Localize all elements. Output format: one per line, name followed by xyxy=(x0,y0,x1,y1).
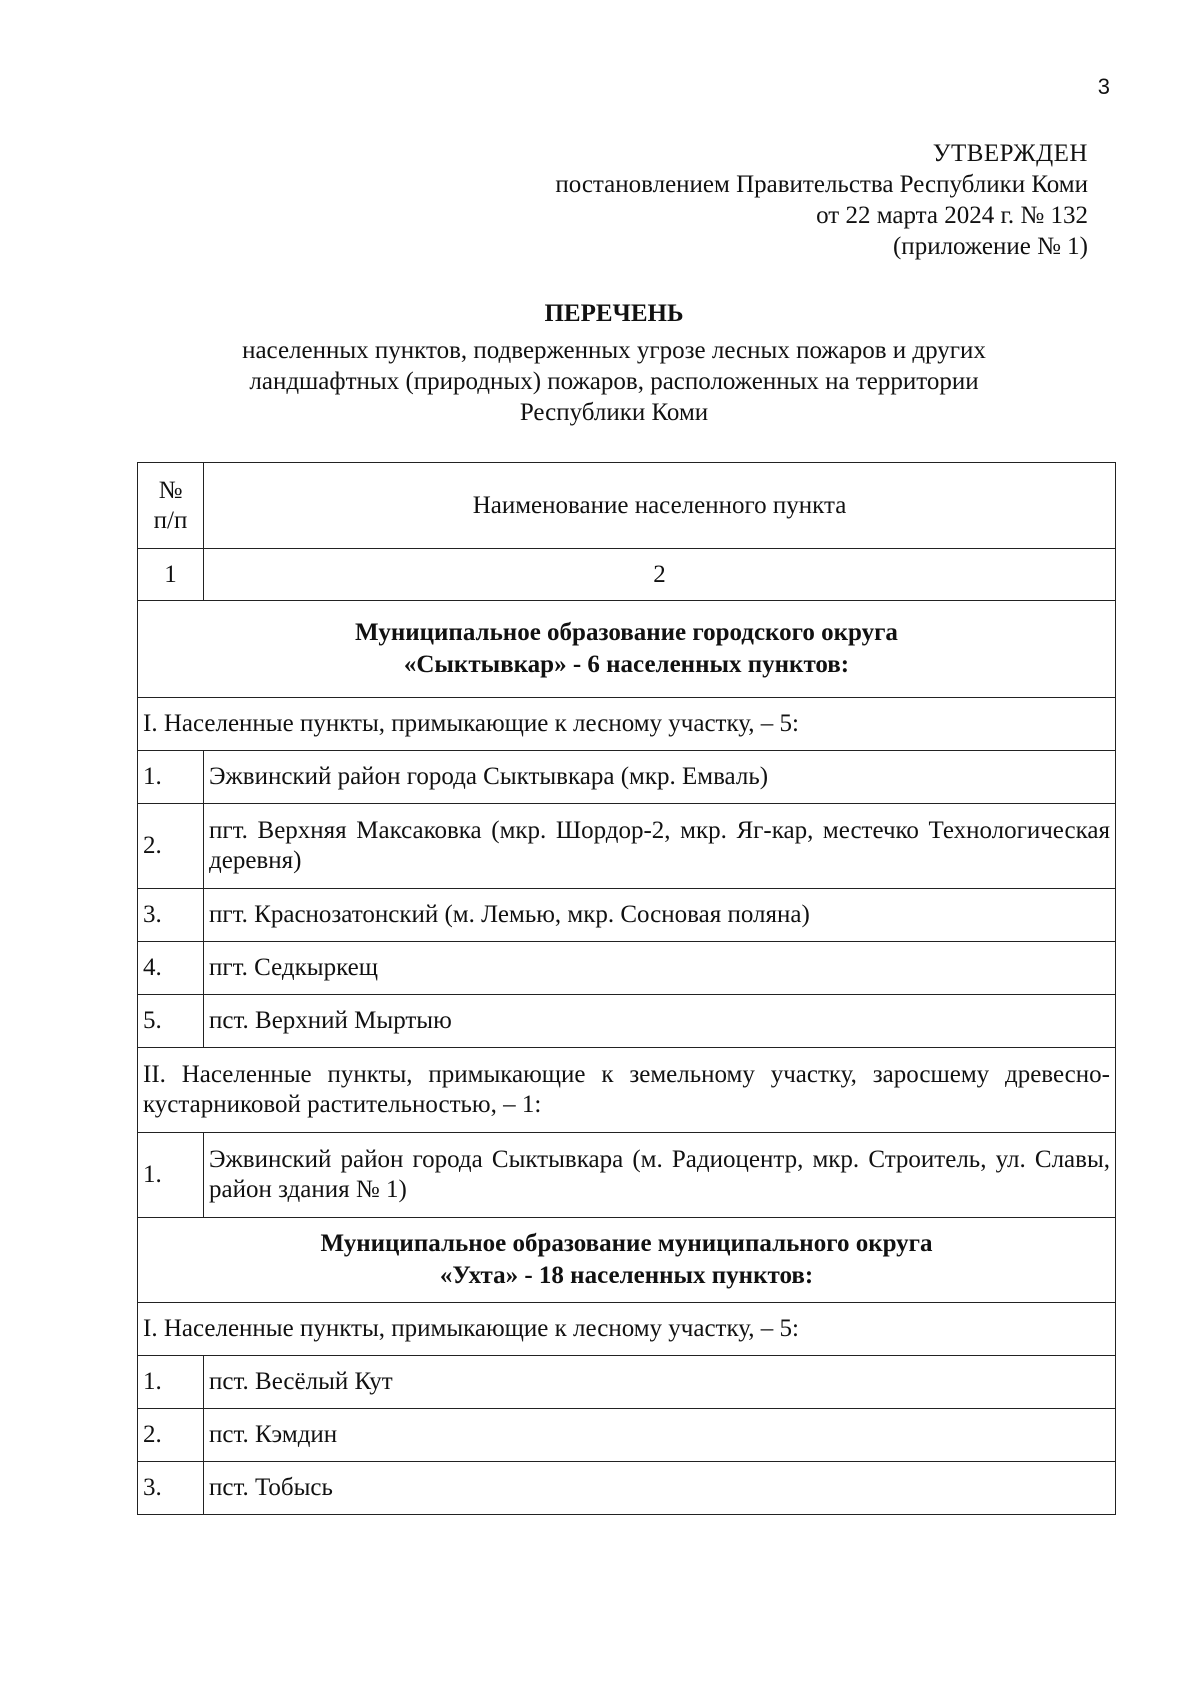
row-number: 5. xyxy=(138,995,204,1048)
approval-line-3: (приложение № 1) xyxy=(892,233,1088,260)
group-heading-row xyxy=(138,1303,1116,1356)
row-number: 2. xyxy=(138,1409,204,1462)
section-heading-ukhta xyxy=(138,1218,1116,1303)
row-settlement-name: пст. Верхний Мыртыю xyxy=(204,995,1116,1048)
group-heading: II. Населенные пункты, примыкающие к земельному участку, заросшему древесно-кустарниковой растительностью, – 1: xyxy=(138,1048,1116,1133)
group-heading: I. Населенные пункты, примыкающие к лесному участку, – 5: xyxy=(138,698,1116,751)
document-subtitle-line-3: Республики Коми xyxy=(519,399,709,426)
approval-line-1: постановлением Правительства Республики Коми xyxy=(555,171,1088,198)
row-number: 1. xyxy=(138,1133,204,1218)
document-title xyxy=(137,298,1091,428)
header-number-abbrev: п/п xyxy=(153,506,188,534)
column-number-1: 1 xyxy=(138,549,204,601)
table-row xyxy=(138,942,1116,995)
table-row xyxy=(138,889,1116,942)
table-row xyxy=(138,1462,1116,1515)
row-settlement-name: пст. Кэмдин xyxy=(204,1409,1116,1462)
approval-line-2: от 22 марта 2024 г. № 132 xyxy=(816,202,1088,229)
section-title-line-2: «Сыктывкар» - 6 населенных пунктов: xyxy=(403,651,850,678)
row-number: 2. xyxy=(138,804,204,889)
table-header-row xyxy=(138,463,1116,549)
row-number: 3. xyxy=(138,889,204,942)
page-number: 3 xyxy=(1097,74,1110,99)
column-number-2: 2 xyxy=(204,549,1116,601)
table-row xyxy=(138,995,1116,1048)
row-settlement-name: пст. Весёлый Кут xyxy=(204,1356,1116,1409)
approval-title: УТВЕРЖДЕН xyxy=(932,140,1088,167)
table-row xyxy=(138,1356,1116,1409)
section-title-line-2: «Ухта» - 18 населенных пунктов: xyxy=(439,1262,814,1289)
table-row xyxy=(138,1133,1116,1218)
approval-stamp xyxy=(555,138,1088,262)
row-settlement-name: пгт. Краснозатонский (м. Лемью, мкр. Сосновая поляна) xyxy=(204,889,1116,942)
row-settlement-name: пгт. Верхняя Максаковка (мкр. Шордор-2, мкр. Яг-кар, местечко Технологическая деревня) xyxy=(204,804,1116,889)
row-number: 1. xyxy=(138,1356,204,1409)
column-number-row xyxy=(138,549,1116,601)
document-heading: ПЕРЕЧЕНЬ xyxy=(544,300,684,327)
group-heading-row xyxy=(138,1048,1116,1133)
section-title-line-1: Муниципальное образование муниципального округа xyxy=(320,1230,933,1257)
table-row xyxy=(138,1409,1116,1462)
header-number-cell xyxy=(138,463,204,549)
section-heading-row xyxy=(138,1218,1116,1303)
section-heading-row xyxy=(138,601,1116,698)
header-number-symbol: № xyxy=(158,476,183,504)
group-heading-row xyxy=(138,698,1116,751)
row-settlement-name: пст. Тобысь xyxy=(204,1462,1116,1515)
row-number: 1. xyxy=(138,751,204,804)
row-number: 4. xyxy=(138,942,204,995)
section-heading-syktyvkar xyxy=(138,601,1116,698)
row-settlement-name: пгт. Седкыркещ xyxy=(204,942,1116,995)
document-subtitle-line-2: ландшафтных (природных) пожаров, расположенных на территории xyxy=(249,368,979,395)
settlements-table xyxy=(137,462,1116,1515)
header-name-cell: Наименование населенного пункта xyxy=(204,463,1116,549)
document-subtitle-line-1: населенных пунктов, подверженных угрозе лесных пожаров и других xyxy=(242,337,986,364)
section-title-line-1: Муниципальное образование городского округа xyxy=(355,619,898,646)
table-row xyxy=(138,804,1116,889)
table-row xyxy=(138,751,1116,804)
row-settlement-name: Эжвинский район города Сыктывкара (мкр. Емваль) xyxy=(204,751,1116,804)
row-number: 3. xyxy=(138,1462,204,1515)
row-settlement-name: Эжвинский район города Сыктывкара (м. Радиоцентр, мкр. Строитель, ул. Славы, район здания № 1) xyxy=(204,1133,1116,1218)
group-heading: I. Населенные пункты, примыкающие к лесному участку, – 5: xyxy=(138,1303,1116,1356)
